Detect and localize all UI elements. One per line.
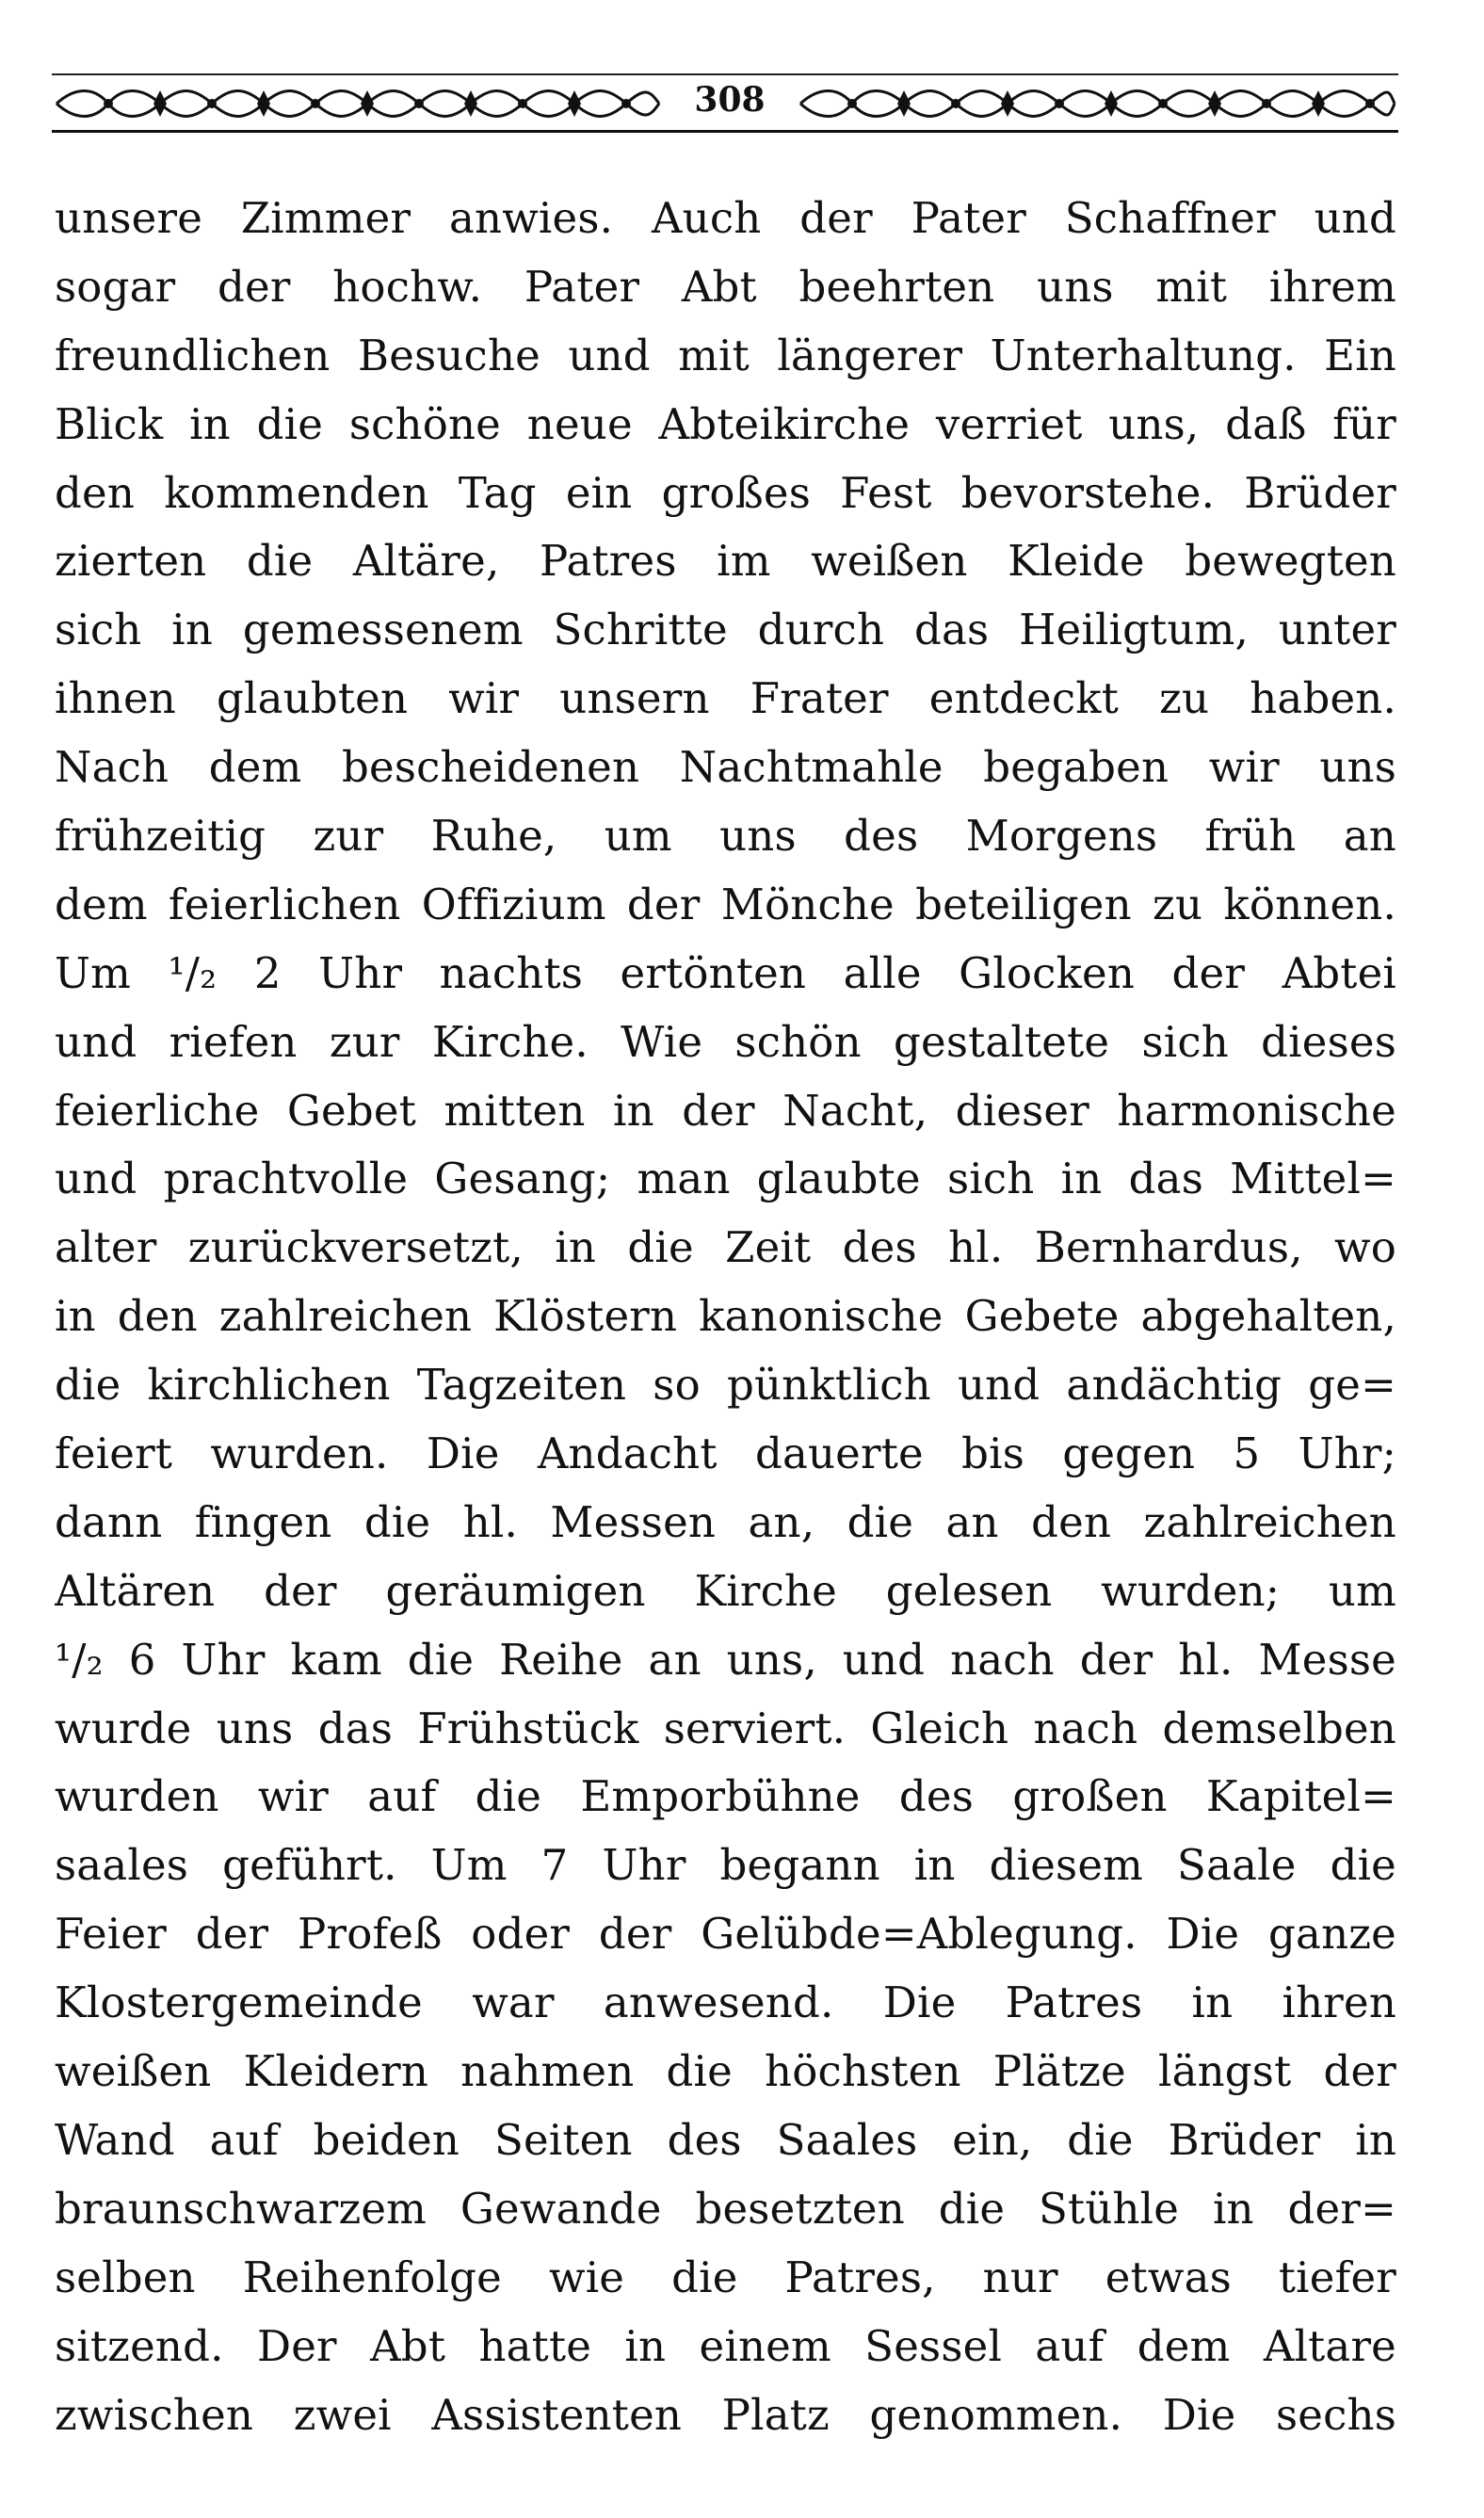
- text-line: Klostergemeinde war anwesend. Die Patres in ihren: [55, 1977, 1396, 2028]
- text-line: sitzend. Der Abt hatte in einem Sessel auf dem Altare: [55, 2320, 1396, 2371]
- text-line: freundlichen Besuche und mit längerer Unterhaltung. Ein: [55, 330, 1396, 380]
- text-line: den kommenden Tag ein großes Fest bevorstehe. Brüder: [55, 467, 1396, 518]
- text-line: Altären der geräumigen Kirche gelesen wurden; um: [55, 1565, 1396, 1616]
- ornament-right-icon: [796, 83, 1398, 124]
- text-line: Wand auf beiden Seiten des Saales ein, die Brüder in: [55, 2114, 1396, 2165]
- text-line: die kirchlichen Tagzeiten so pünktlich und andächtig ge=: [55, 1360, 1396, 1411]
- header-top-rule: [52, 73, 1398, 75]
- text-line: zwischen zwei Assistenten Platz genommen. Die sechs: [55, 2389, 1396, 2440]
- ornament-left-icon: [52, 83, 664, 124]
- text-line: alter zurückversetzt, in die Zeit des hl. Bernhardus, wo: [55, 1222, 1396, 1273]
- text-line: Um ¹/₂ 2 Uhr nachts ertönten alle Glocken der Abtei: [55, 947, 1396, 998]
- page-number: 308: [694, 80, 766, 120]
- text-line: weißen Kleidern nahmen die höchsten Plätze längst der: [55, 2046, 1396, 2097]
- body-text: [55, 185, 1396, 2449]
- text-line: Blick in die schöne neue Abteikirche verriet uns, daß für: [55, 398, 1396, 449]
- text-line: und riefen zur Kirche. Wie schön gestaltete sich dieses: [55, 1016, 1396, 1067]
- text-line: wurde uns das Frühstück serviert. Gleich nach demselben: [55, 1703, 1396, 1753]
- text-line: feiert wurden. Die Andacht dauerte bis gegen 5 Uhr;: [55, 1428, 1396, 1479]
- text-line: sich in gemessenem Schritte durch das Heiligtum, unter: [55, 605, 1396, 655]
- text-line: und prachtvolle Gesang; man glaubte sich in das Mittel=: [55, 1154, 1396, 1204]
- text-line: in den zahlreichen Klöstern kanonische Gebete abgehalten,: [55, 1291, 1396, 1342]
- page-header: [52, 66, 1398, 141]
- text-line: sogar der hochw. Pater Abt beehrten uns mit ihrem: [55, 261, 1396, 312]
- text-line: Nach dem bescheidenen Nachtmahle begaben wir uns: [55, 742, 1396, 793]
- text-line: dem feierlichen Offizium der Mönche beteiligen zu können.: [55, 879, 1396, 929]
- text-line: feierliche Gebet mitten in der Nacht, dieser harmonische: [55, 1085, 1396, 1136]
- text-line: saales geführt. Um 7 Uhr begann in diesem Saale die: [55, 1840, 1396, 1891]
- text-line: unsere Zimmer anwies. Auch der Pater Schaffner und: [55, 193, 1396, 243]
- text-line: ihnen glaubten wir unsern Frater entdeckt zu haben.: [55, 673, 1396, 724]
- text-line: wurden wir auf die Emporbühne des großen Kapitel=: [55, 1771, 1396, 1822]
- text-line: ¹/₂ 6 Uhr kam die Reihe an uns, und nach der hl. Messe: [55, 1634, 1396, 1685]
- text-line: dann fingen die hl. Messen an, die an den zahlreichen: [55, 1496, 1396, 1547]
- text-line: selben Reihenfolge wie die Patres, nur etwas tiefer: [55, 2252, 1396, 2302]
- text-line: zierten die Altäre, Patres im weißen Kleide bewegten: [55, 536, 1396, 587]
- text-line: frühzeitig zur Ruhe, um uns des Morgens früh an: [55, 811, 1396, 862]
- header-bottom-rule: [52, 130, 1398, 133]
- text-line: braunschwarzem Gewande besetzten die Stühle in der=: [55, 2183, 1396, 2234]
- text-line: Feier der Profeß oder der Gelübde=Ablegung. Die ganze: [55, 1909, 1396, 1960]
